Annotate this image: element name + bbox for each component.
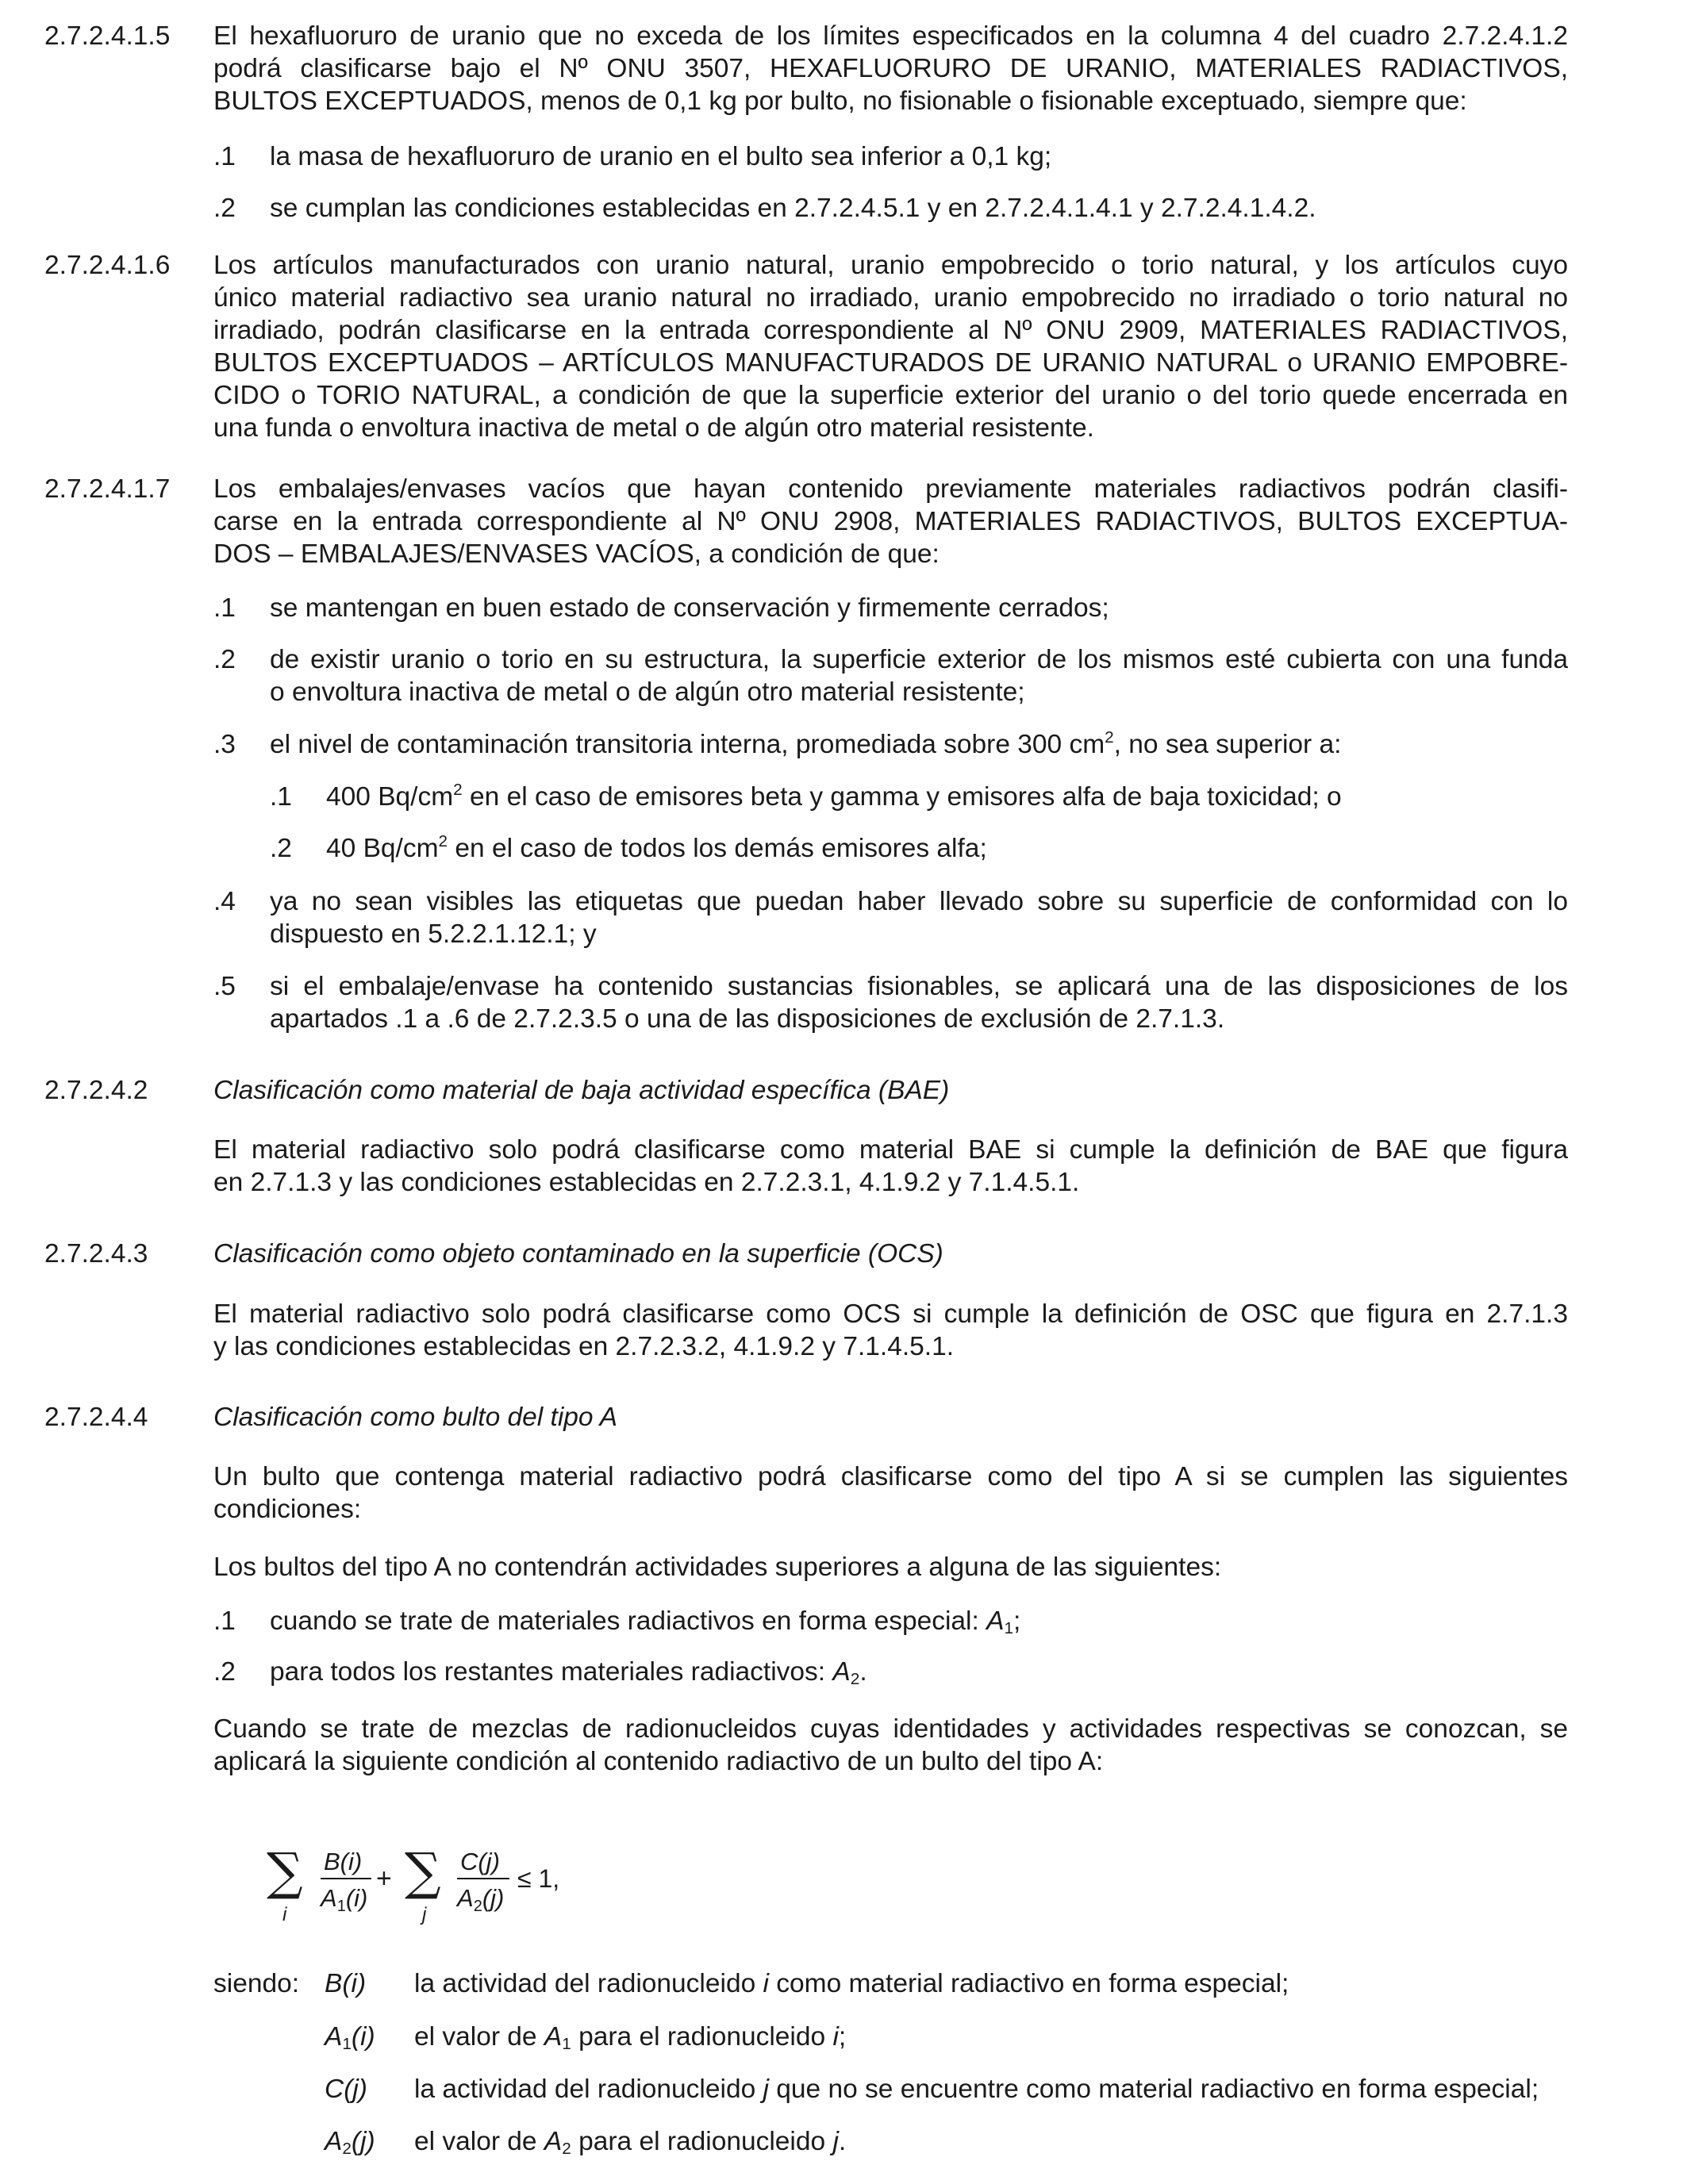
- list-item-text: ya no sean visibles las etiquetas que puedan haber llevado sobre su superficie de conformidad con lo: [270, 887, 1568, 916]
- section-number: 2.7.2.4.1.5: [44, 21, 171, 51]
- section-2-7-2-4-4-heading: [44, 1401, 1568, 1434]
- text-line: podrá clasificarse bajo el Nº ONU 3507, HEXAFLUORURO DE URANIO, MATERIALES RADIACTIVOS,: [213, 54, 1568, 83]
- list-marker: .3: [213, 730, 236, 759]
- section-heading: Clasificación como objeto contaminado en la superficie (OCS): [213, 1239, 943, 1269]
- text-line: una funda o envoltura inactiva de metal o de algún otro material resistente.: [213, 413, 1094, 443]
- list-marker: .2: [270, 834, 292, 863]
- list-marker: .2: [213, 194, 236, 223]
- text-line: único material radiactivo sea uranio natural no irradiado, uranio empobrecido no irradiado o torio natural no: [213, 283, 1568, 313]
- text-line: El material radiactivo solo podrá clasificarse como material BAE si cumple la definición de BAE que figura: [213, 1135, 1568, 1165]
- list-item-text: apartados .1 a .6 de 2.7.2.3.5 o una de las disposiciones de exclusión de 2.7.1.3.: [270, 1004, 1225, 1034]
- list-item-text: la masa de hexafluoruro de uranio en el bulto sea inferior a 0,1 kg;: [270, 142, 1052, 171]
- text-line: Un bulto que contenga material radiactivo podrá clasificarse como del tipo A si se cumplen las siguientes: [213, 1462, 1568, 1491]
- list-item-text: de existir uranio o torio en su estructura, la superficie exterior de los mismos esté cubierta con una funda: [270, 645, 1568, 674]
- definitions-lead: siendo:: [213, 1969, 300, 1998]
- section-2-7-2-4-1-7: [44, 473, 1568, 570]
- section-heading: Clasificación como bulto del tipo A: [213, 1403, 617, 1432]
- list-item: [213, 1656, 1568, 1688]
- section-text: [213, 20, 1568, 117]
- section-2-7-2-4-3-body: [213, 1298, 1568, 1363]
- section-number: 2.7.2.4.1.7: [44, 474, 171, 504]
- activity-sum-formula: [262, 1837, 595, 1936]
- sigma-symbol: ∑: [405, 1843, 441, 1902]
- fraction-numerator: B(i): [324, 1848, 363, 1875]
- text-line: El material radiactivo solo podrá clasificarse como OCS si cumple la definición de OSC que figura en 2.7.1.3: [213, 1299, 1568, 1329]
- list-marker: .2: [213, 645, 236, 674]
- list-marker: .1: [213, 593, 236, 623]
- fraction-denominator: A2(j): [457, 1884, 505, 1915]
- definition-text: el valor de $A_1$ para el radionucleido i;: [414, 2022, 847, 2054]
- section-number: 2.7.2.4.4: [44, 1403, 148, 1432]
- text-line: Los embalajes/envases vacíos que hayan contenido previamente materiales radiactivos podrán clasifi-: [213, 474, 1568, 504]
- section-heading: Clasificación como material de baja actividad específica (BAE): [213, 1076, 950, 1105]
- definition-text: la actividad del radionucleido i como material radiactivo en forma especial;: [414, 1969, 1289, 1998]
- definition-symbol: $A_1(i)$: [325, 2022, 375, 2054]
- list-item-text: se cumplan las condiciones establecidas en 2.7.2.4.5.1 y en 2.7.2.4.1.4.1 y 2.7.2.4.1.4.2.: [270, 194, 1316, 223]
- list-item: [213, 970, 1568, 1035]
- section-2-7-2-4-4-body: [213, 1460, 1568, 1526]
- sub-list-item: [270, 832, 1568, 865]
- definition-text: el valor de $A_2$ para el radionucleido j.: [414, 2127, 847, 2159]
- definition-symbol: $A_2(j)$: [325, 2127, 375, 2159]
- list-item-text: se mantengan en buen estado de conservación y firmemente cerrados;: [270, 593, 1109, 623]
- sigma-symbol: ∑: [267, 1843, 303, 1902]
- definition-text: la actividad del radionucleido j que no se encuentre como material radiactivo en forma especial;: [414, 2075, 1539, 2104]
- text-line: carse en la entrada correspondiente al Nº ONU 2908, MATERIALES RADIACTIVOS, BULTOS EXCEPTUA-: [213, 507, 1568, 536]
- section-2-7-2-4-1-5: [44, 20, 1568, 117]
- list-item-text: cuando se trate de materiales radiactivos en forma especial: $A_1$;: [270, 1606, 1021, 1638]
- section-number: 2.7.2.4.3: [44, 1239, 148, 1269]
- definition-symbol: B(i): [325, 1969, 367, 1998]
- text-line: El hexafluoruro de uranio que no exceda de los límites especificados en la columna 4 del cuadro 2.7.2.4.1.2: [213, 21, 1568, 51]
- text-line: en 2.7.1.3 y las condiciones establecidas en 2.7.2.3.1, 4.1.9.2 y 7.1.4.5.1.: [213, 1168, 1080, 1197]
- section-2-7-2-4-2-heading: [44, 1074, 1568, 1107]
- list-item-text: para todos los restantes materiales radiactivos: $A_2$.: [270, 1657, 867, 1689]
- text-line: irradiado, podrán clasificarse en la entrada correspondiente al Nº ONU 2909, MATERIALES RADIACTIVOS,: [213, 316, 1568, 345]
- sub-list-item: [270, 781, 1568, 813]
- list-item: [213, 192, 1568, 225]
- sum-index: j: [422, 1904, 427, 1925]
- list-item-text: dispuesto en 5.2.2.1.12.1; y: [270, 919, 597, 949]
- list-marker: .1: [213, 1606, 236, 1636]
- sum-index: i: [282, 1904, 287, 1925]
- list-marker: .5: [213, 972, 236, 1001]
- fraction-numerator: C(j): [460, 1848, 500, 1875]
- text-line: Cuando se trate de mezclas de radionucleidos cuyas identidades y actividades respectivas se conozcan, se: [213, 1714, 1568, 1744]
- fraction-denominator: A1(i): [321, 1884, 368, 1915]
- list-item-text: si el embalaje/envase ha contenido sustancias fisionables, se aplicará una de las disposiciones de los: [270, 972, 1568, 1001]
- text-line: y las condiciones establecidas en 2.7.2.3.2, 4.1.9.2 y 7.1.4.5.1.: [213, 1332, 955, 1361]
- relation: ≤ 1,: [517, 1864, 560, 1893]
- section-2-7-2-4-1-6: [44, 249, 1568, 444]
- definition-symbol: C(j): [325, 2075, 367, 2104]
- list-item: [213, 885, 1568, 950]
- text-line: aplicará la siguiente condición al contenido radiactivo de un bulto del tipo A:: [213, 1747, 1104, 1776]
- list-marker: .2: [213, 1657, 236, 1687]
- section-2-7-2-4-4-para3: [213, 1713, 1568, 1778]
- text-line: condiciones:: [213, 1495, 362, 1524]
- text-line: BULTOS EXCEPTUADOS, menos de 0,1 kg por bulto, no fisionable o fisionable exceptuado, siempre que:: [213, 86, 1467, 116]
- list-marker: .1: [270, 782, 292, 812]
- list-item: [213, 1605, 1568, 1637]
- list-marker: .4: [213, 887, 236, 916]
- text-line: Los artículos manufacturados con uranio natural, uranio empobrecido o torio natural, y los artículos cuyo: [213, 251, 1568, 280]
- text-line: BULTOS EXCEPTUADOS – ARTÍCULOS MANUFACTURADOS DE URANIO NATURAL o URANIO EMPOBRE-: [213, 348, 1568, 378]
- section-2-7-2-4-4-para2: [213, 1551, 1568, 1583]
- text-line: DOS – EMBALAJES/ENVASES VACÍOS, a condición de que:: [213, 539, 940, 569]
- text-line: CIDO o TORIO NATURAL, a condición de que la superficie exterior del uranio o del torio quede encerrada en: [213, 381, 1568, 410]
- section-2-7-2-4-2-body: [213, 1134, 1568, 1199]
- list-marker: .1: [213, 142, 236, 171]
- text-line: Los bultos del tipo A no contendrán actividades superiores a alguna de las siguientes:: [213, 1553, 1222, 1582]
- list-item-text: o envoltura inactiva de metal o de algún otro material resistente;: [270, 677, 1025, 707]
- section-text: [213, 249, 1568, 444]
- list-item-text: el nivel de contaminación transitoria interna, promediada sobre 300 $cm^2$, no sea superior a:: [270, 728, 1342, 759]
- list-item-text: 400 $Bq/cm^2$ en el caso de emisores beta y gamma y emisores alfa de baja toxicidad; o: [326, 781, 1342, 812]
- section-number: 2.7.2.4.1.6: [44, 251, 171, 280]
- list-item-text: 40 $Bq/cm^2$ en el caso de todos los demás emisores alfa;: [326, 832, 987, 863]
- plus-sign: +: [376, 1864, 392, 1894]
- list-item: [213, 140, 1568, 173]
- section-text: [213, 473, 1568, 570]
- list-item: [213, 592, 1568, 624]
- section-2-7-2-4-3-heading: [44, 1238, 1568, 1270]
- section-number: 2.7.2.4.2: [44, 1076, 148, 1105]
- list-item: [213, 643, 1568, 708]
- list-item: [213, 728, 1568, 761]
